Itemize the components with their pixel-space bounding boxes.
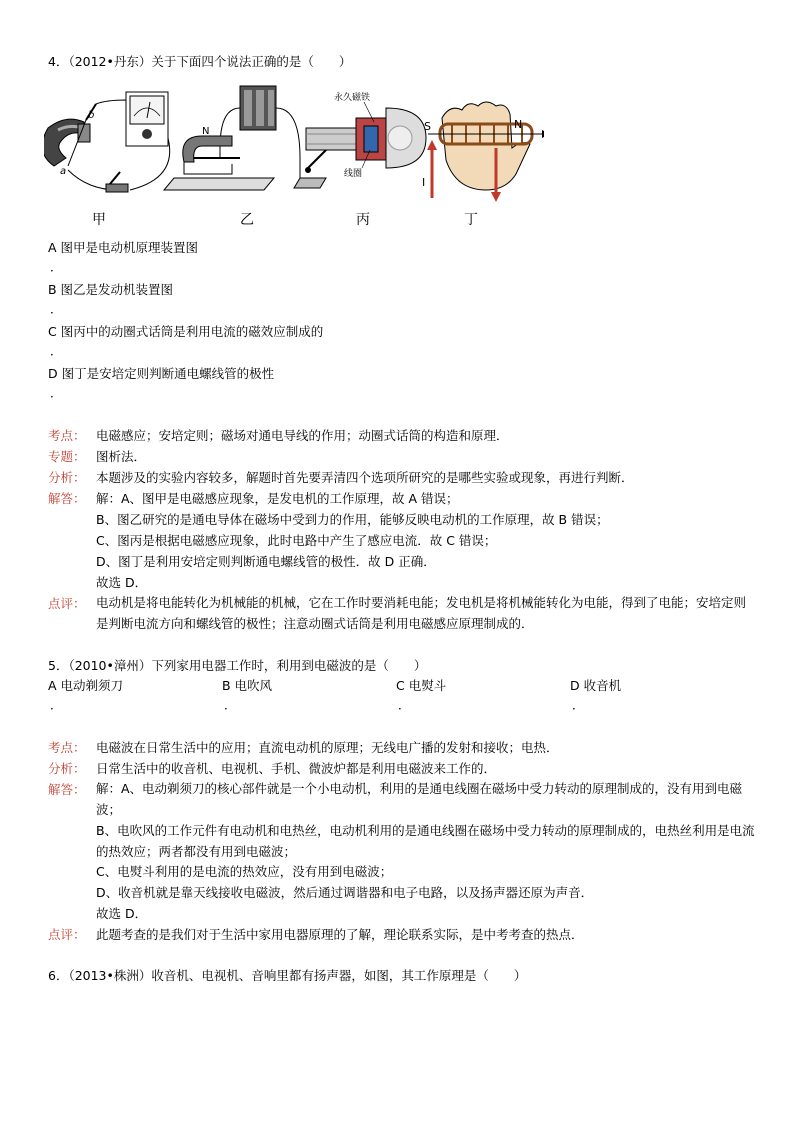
q4-jieda-label: 解答：	[48, 491, 86, 506]
fig-yi	[164, 86, 328, 190]
q5-option-c: C 电熨斗	[396, 678, 447, 693]
q5-dot-a: ．	[50, 698, 63, 712]
q5-jieda-line-4: D、收音机就是靠天线接收电磁波，然后通过调谐器和电子电路，以及扬声器还原为声音．	[96, 885, 594, 900]
q4-option-c: C 图丙中的动圈式话筒是利用电流的磁效应制成的	[48, 324, 324, 339]
q6-stem: 6．（2013•株洲）收音机、电视机、音响里都有扬声器，如图，其工作原理是（ ）	[48, 968, 527, 983]
q4-jieda-line-4: D、图丁是利用安培定则判断通电螺线管的极性．故 D 正确．	[96, 554, 436, 569]
label-i: I	[422, 176, 426, 189]
q5-dot-c: ．	[398, 698, 411, 712]
q4-jieda-line-5: 故选 D．	[96, 575, 148, 590]
q4-dot-c: ．	[50, 344, 63, 358]
q4-dot-d: ．	[50, 386, 63, 400]
label-s: S	[424, 120, 431, 133]
q5-kaodian-label: 考点：	[48, 740, 86, 755]
q5-option-d: D 收音机	[570, 678, 622, 693]
q5-jieda-label: 解答：	[48, 782, 86, 797]
q5-dot-d: ．	[572, 698, 585, 712]
q4-option-d: D 图丁是安培定则判断通电螺线管的极性	[48, 366, 275, 381]
q4-fenxi: 本题涉及的实验内容较多，解题时首先要弄清四个选项所研究的是哪些实验或现象，再进行判断．	[96, 470, 634, 485]
fig-label-bing: 丙	[356, 212, 370, 228]
label-n-ding: N	[514, 118, 523, 131]
fig-label-jia: 甲	[92, 212, 106, 228]
q4-stem: 4．（2012•丹东）关于下面四个说法正确的是（ ）	[48, 54, 352, 69]
q5-jieda-line-5: 故选 D．	[96, 906, 148, 921]
fig-jia	[44, 92, 170, 192]
q5-kaodian: 电磁波在日常生活中的应用；直流电动机的原理；无线电广播的发射和接收；电热．	[96, 740, 559, 755]
q4-dot-a: ．	[50, 260, 63, 274]
q4-option-b: B 图乙是发动机装置图	[48, 282, 174, 297]
q5-option-b: B 电吹风	[222, 678, 273, 693]
q4-jieda-line-3: C、图丙是根据电磁感应现象，此时电路中产生了感应电流．故 C 错误；	[96, 533, 497, 548]
q4-jieda-line-1: 解：A、图甲是电磁感应现象，是发电机的工作原理，故 A 错误；	[96, 491, 459, 506]
fig-label-ding: 丁	[464, 212, 478, 228]
q4-dianping: 电动机是将电能转化为机械能的机械，它在工作时要消耗电能；发电机是将机械能转化为电能，得到了电能；安培定则是判断电流方向和螺线管的极性；注意动圈式话筒是利用电磁感应原理制成的．	[96, 595, 747, 631]
q4-kaodian-label: 考点：	[48, 428, 86, 443]
label-coil: 线圈	[344, 169, 363, 179]
q5-stem: 5．（2010•漳州）下列家用电器工作时，利用到电磁波的是（ ）	[48, 658, 427, 673]
q5-dot-b: ．	[224, 698, 237, 712]
label-permanent-magnet: 永久磁铁	[334, 93, 371, 103]
q5-option-a: A 电动剃须刀	[48, 678, 124, 693]
label-n-yi: N	[202, 126, 210, 137]
label-a: a	[60, 166, 67, 177]
q4-zhuanti: 图析法．	[96, 449, 147, 464]
q4-fenxi-label: 分析：	[48, 470, 86, 485]
fig-ding	[422, 102, 544, 202]
q4-jieda-line-2: B、图乙研究的是通电导体在磁场中受到力的作用，能够反映电动机的工作原理，故 B 错误；	[96, 512, 609, 527]
q4-figure	[44, 78, 544, 230]
q5-dianping-label: 点评：	[48, 927, 86, 942]
q4-kaodian: 电磁感应；安培定则；磁场对通电导线的作用；动圈式话筒的构造和原理．	[96, 428, 509, 443]
q5-fenxi-label: 分析：	[48, 761, 86, 776]
q5-dianping: 此题考查的是我们对于生活中家用电器原理的了解，理论联系实际，是中考考查的热点．	[96, 927, 584, 942]
q4-option-a: A 图甲是电动机原理装置图	[48, 240, 199, 255]
q5-fenxi: 日常生活中的收音机、电视机、手机、微波炉都是利用电磁波来工作的．	[96, 761, 497, 776]
fig-label-yi: 乙	[240, 212, 254, 228]
q4-dot-b: ．	[50, 302, 63, 316]
label-b: b	[88, 110, 95, 121]
q5-jieda-line-3: C、电熨斗利用的是电流的热效应，没有用到电磁波；	[96, 864, 393, 879]
fig-bing	[306, 91, 426, 179]
q5-jieda-line-1: 解：A、电动剃须刀的核心部件就是一个小电动机，利用的是通电线圈在磁场中受力转动的原理制成的，没有用到电磁波；	[96, 781, 743, 817]
q4-zhuanti-label: 专题：	[48, 449, 86, 464]
q4-dianping-label: 点评：	[48, 596, 86, 611]
q5-jieda-line-2: B、电吹风的工作元件有电动机和电热丝，电动机利用的是通电线圈在磁场中受力转动的原理制成的，电热丝利用是电流的热效应；两者都没有用到电磁波；	[96, 823, 755, 859]
